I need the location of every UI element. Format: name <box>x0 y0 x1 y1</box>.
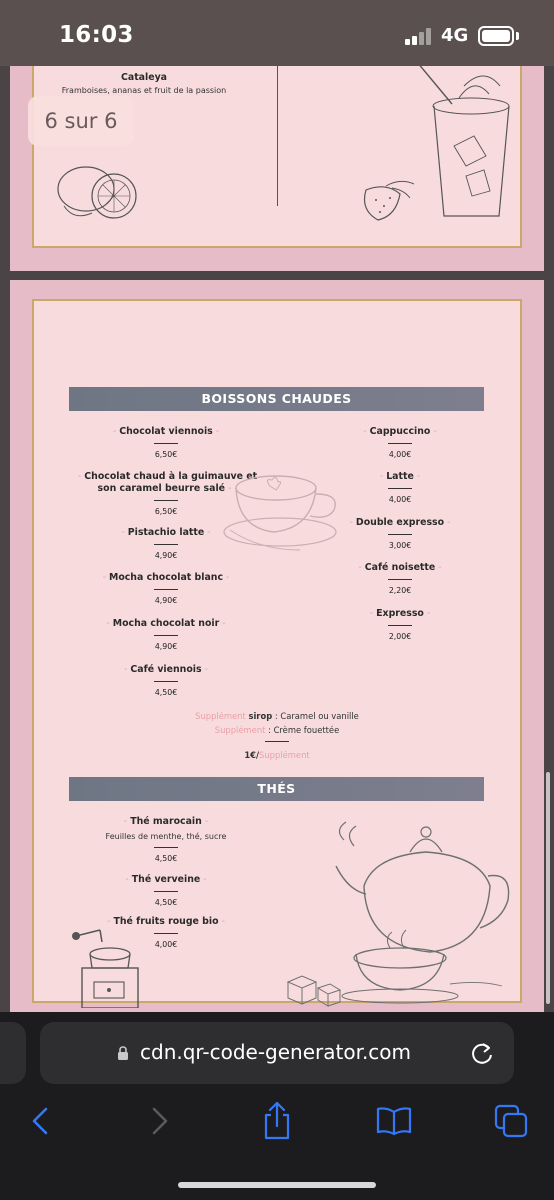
supplement-label: Supplément <box>259 750 310 760</box>
item-price: 4,90€ <box>154 642 178 652</box>
back-button[interactable] <box>10 1098 70 1144</box>
supplement-price-value: 1€/ <box>244 750 260 760</box>
divider <box>388 443 412 444</box>
item-name: - Thé verveine - <box>71 874 261 886</box>
reload-icon[interactable] <box>468 1039 496 1067</box>
item-price: 6,50€ <box>154 450 178 460</box>
item-name: - Café noisette - <box>305 562 495 574</box>
battery-tip <box>516 32 519 40</box>
supplement-cream-value: : Crème fouettée <box>268 725 340 735</box>
divider <box>154 500 178 501</box>
item-price: 2,20€ <box>388 586 412 596</box>
url-text: cdn.qr-code-generator.com <box>140 1040 412 1064</box>
item-desc: Feuilles de menthe, thé, sucre <box>105 832 227 842</box>
divider <box>388 625 412 626</box>
address-bar[interactable] <box>40 1022 514 1084</box>
item-price: 4,00€ <box>388 450 412 460</box>
divider <box>154 681 178 682</box>
divider <box>154 544 178 545</box>
bookmarks-button[interactable] <box>364 1098 424 1144</box>
chevron-right-icon <box>150 1106 170 1136</box>
scroll-indicator[interactable] <box>546 772 550 1004</box>
browser-toolbar <box>0 1098 554 1200</box>
section-header-hot-drinks: BOISSONS CHAUDES <box>69 387 484 411</box>
item-name: - Thé marocain - <box>71 816 261 828</box>
supplement-price <box>10 750 544 760</box>
menu-item <box>71 618 261 651</box>
divider <box>265 741 289 742</box>
coffee-cup-illustration <box>220 466 350 556</box>
forward-button[interactable] <box>130 1098 190 1144</box>
sugar-cubes-illustration <box>284 968 344 1008</box>
divider <box>154 891 178 892</box>
item-price: 4,00€ <box>388 495 412 505</box>
supplement-label: Supplément <box>195 711 246 721</box>
column-divider <box>277 66 278 206</box>
coffee-grinder-illustration <box>66 928 156 1008</box>
menu-item <box>71 664 261 697</box>
share-button[interactable] <box>247 1098 307 1144</box>
supplement-syrup <box>10 711 544 721</box>
item-name: - Expresso - <box>305 608 495 620</box>
previous-tab-stub[interactable] <box>0 1022 26 1084</box>
status-time: 16:03 <box>59 22 134 48</box>
item-desc-cataleya: Framboises, ananas et fruit de la passion <box>61 86 227 95</box>
document-viewer[interactable] <box>0 66 554 1012</box>
divider <box>154 589 178 590</box>
item-name: - Thé fruits rouge bio - <box>71 916 261 928</box>
tabs-button[interactable] <box>481 1098 541 1144</box>
menu-item <box>71 572 261 605</box>
menu-item <box>305 608 495 641</box>
glass-illustration <box>404 66 514 226</box>
lemon-illustration <box>54 151 144 226</box>
section-header-teas: THÉS <box>69 777 484 801</box>
page-frame <box>32 66 522 248</box>
item-price: 4,50€ <box>154 688 178 698</box>
teapot-illustration <box>330 816 515 1006</box>
home-indicator <box>178 1182 376 1188</box>
item-price: 4,50€ <box>154 854 178 864</box>
address-bar-area <box>0 1012 554 1098</box>
page-indicator-badge: 6 sur 6 <box>28 96 134 146</box>
item-name: - Café viennois - <box>71 664 261 676</box>
divider <box>154 847 178 848</box>
item-price: 4,90€ <box>154 596 178 606</box>
divider <box>388 534 412 535</box>
item-name-cataleya: Cataleya <box>120 72 168 83</box>
item-price: 6,50€ <box>154 507 178 517</box>
item-name: - Double expresso - <box>305 517 495 529</box>
menu-item <box>71 426 261 459</box>
item-name: - Pistachio latte - <box>71 527 261 539</box>
supplement-syrup-value: : Caramel ou vanille <box>274 711 359 721</box>
item-name: - Cappuccino - <box>305 426 495 438</box>
item-name: - Chocolat viennois - <box>71 426 261 438</box>
divider <box>388 488 412 489</box>
chevron-left-icon <box>30 1106 50 1136</box>
lock-icon <box>117 1046 129 1060</box>
item-name: - Mocha chocolat noir - <box>71 618 261 630</box>
book-icon <box>376 1106 412 1136</box>
tabs-icon <box>494 1104 528 1138</box>
item-price: 4,00€ <box>154 940 178 950</box>
item-name: - Chocolat chaud à la guimauve et son caramel beurre salé - <box>66 471 266 495</box>
divider <box>388 579 412 580</box>
network-type: 4G <box>441 25 469 46</box>
menu-item <box>71 874 261 907</box>
pdf-page-current <box>10 280 544 1012</box>
supplement-cream <box>10 725 544 735</box>
item-price: 3,00€ <box>388 541 412 551</box>
divider <box>154 635 178 636</box>
divider <box>154 443 178 444</box>
battery-icon <box>478 26 514 46</box>
item-price: 2,00€ <box>388 632 412 642</box>
menu-item <box>305 562 495 595</box>
supplement-syrup-key: sirop <box>248 711 273 721</box>
item-price: 4,90€ <box>154 551 178 561</box>
signal-icon <box>405 28 433 45</box>
divider <box>154 933 178 934</box>
menu-item <box>305 426 495 459</box>
share-icon <box>261 1101 293 1141</box>
supplement-label: Supplément <box>214 725 266 735</box>
status-bar <box>0 0 554 66</box>
item-name: - Latte - <box>305 471 495 483</box>
item-name: - Mocha chocolat blanc - <box>71 572 261 584</box>
item-price: 4,50€ <box>154 898 178 908</box>
menu-item <box>71 816 261 863</box>
